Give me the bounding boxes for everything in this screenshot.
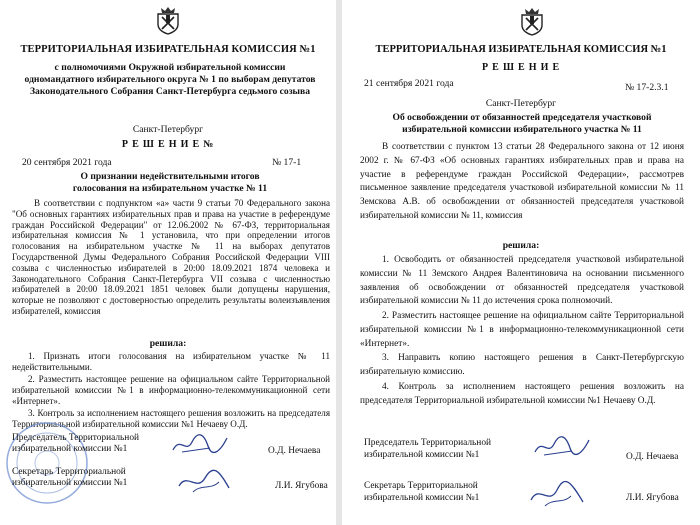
decision-label: Р Е Ш Е Н И Е № — [121, 139, 215, 150]
decision-date: 21 сентября 2021 года — [364, 78, 454, 89]
decision-date: 20 сентября 2021 года — [22, 157, 112, 168]
decision-item-1: 1. Признать итоги голосования на избирательном участке № 11 недействительными. — [12, 351, 330, 372]
chair-label: Председатель Территориальной избирательной комиссии №1 — [12, 433, 140, 454]
decision-number: № 17-2.3.1 — [625, 82, 669, 93]
decided-label: решила: — [149, 338, 187, 349]
decision-item-2: 2. Разместить настоящее решение на официальном сайте Территориальной избирательной комиссии №1 в информационно-телекоммуникационной сети «Интернет». — [360, 311, 684, 349]
commission-subtitle: с полномочиями Окружной избирательной комиссии одномандатного избирательного округа № 1 по выборам депутатов Законодательного Собрания Санкт-Петербурга седьмого созыва — [24, 62, 316, 97]
secretary-name: Л.И. Ягубова — [626, 493, 679, 503]
secretary-name: Л.И. Ягубова — [275, 481, 328, 491]
city: Санкт-Петербург — [132, 124, 204, 135]
decision-body: В соответствии с подпунктом «а» части 9 статьи 70 Федерального закона "Об основных гарантиях избирательных прав и права на участие в референдуме граждан Российской Федерации" от 12.06.2002 № 67-ФЗ, территориальная избирательная комиссия № 1 установила, что при определении итогов голосования на избирательном участке № 11 на выборах депутатов Государственной Думы Федерального Собрания Российской Федерации VIII созыва с численностью избирателей в 20:00 18.09.2021 1874 человека и Законодательного Собрания Санкт-Петербурга VII созыва с численностью избирателей в 20:00 18.09.2021 1851 человек были допущены нарушения, которые не позволяют с достоверностью определить результаты волеизъявления избирателей, комиссия — [12, 198, 330, 316]
commission-title: ТЕРРИТОРИАЛЬНАЯ ИЗБИРАТЕЛЬНАЯ КОМИССИЯ №1 — [375, 44, 667, 55]
chair-signature-icon — [532, 434, 592, 462]
secretary-label: Секретарь Территориальной избирательной комиссии №1 — [12, 467, 128, 488]
decision-item-4: 4. Контроль за исполнением настоящего решения возложить на председателя Территориальной избирательной комиссии №1 Нечаеву О.Д. — [360, 382, 684, 406]
decision-item-1: 1. Освободить от обязанностей председателя участковой избирательной комиссии № 11 Земского Андрея Валентиновича на основании письменного заявления об освобождении от обязанностей председателя участковой избирательной комиссии № 11 до истечения срока полномочий. — [360, 255, 684, 307]
decided-label: решила: — [502, 240, 540, 251]
secretary-label: Секретарь Территориальной избирательной комиссии №1 — [364, 481, 480, 503]
decision-heading: Об освобождении от обязанностей председателя участковой избирательной комиссии избирательного участка № 11 — [392, 112, 652, 135]
left-decision-document — [0, 0, 336, 525]
decision-label: Р Е Ш Е Н И Е — [481, 62, 561, 73]
decision-item-3: 3. Контроль за исполнением настоящего решения возложить на председателя Территориальной избирательной комиссии №1 Нечаеву О.Д. — [12, 408, 330, 429]
secretary-signature-icon — [175, 466, 233, 496]
commission-title: ТЕРРИТОРИАЛЬНАЯ ИЗБИРАТЕЛЬНАЯ КОМИССИЯ №1 — [20, 44, 316, 55]
decision-item-2: 2. Разместить настоящее решение на официальном сайте Территориальной избирательной комиссии №1 в информационно-телекоммуникационной сети «Интернет». — [12, 374, 330, 406]
chair-name: О.Д. Нечаева — [626, 452, 679, 462]
decision-heading: О признании недействительными итогов голосования на избирательном участке № 11 — [72, 171, 268, 194]
right-decision-document — [342, 0, 700, 525]
city: Санкт-Петербург — [485, 98, 557, 109]
spb-coat-of-arms-icon — [517, 6, 547, 36]
secretary-signature-icon — [527, 478, 587, 510]
chair-name: О.Д. Нечаева — [268, 446, 321, 456]
decision-body: В соответствии с пунктом 13 статьи 28 Федерального закона от 12 июня 2002 г. № 67-ФЗ «Об основных гарантиях избирательных прав и права на участие в референдуме граждан Российской Федерации», рассмотрев письменное заявление председателя участковой избирательной комиссии № 11 Земскова А.В. об освобождении от обязанностей председателя участковой избирательной комиссии № 11, комиссия — [360, 142, 684, 221]
chair-signature-icon — [170, 432, 230, 458]
chair-label: Председатель Территориальной избирательной комиссии №1 — [364, 438, 492, 460]
decision-number: № 17-1 — [272, 157, 302, 168]
decision-item-3: 3. Направить копию настоящего решения в Санкт-Петербургскую избирательную комиссию. — [360, 353, 684, 377]
spb-coat-of-arms-icon — [153, 5, 183, 35]
